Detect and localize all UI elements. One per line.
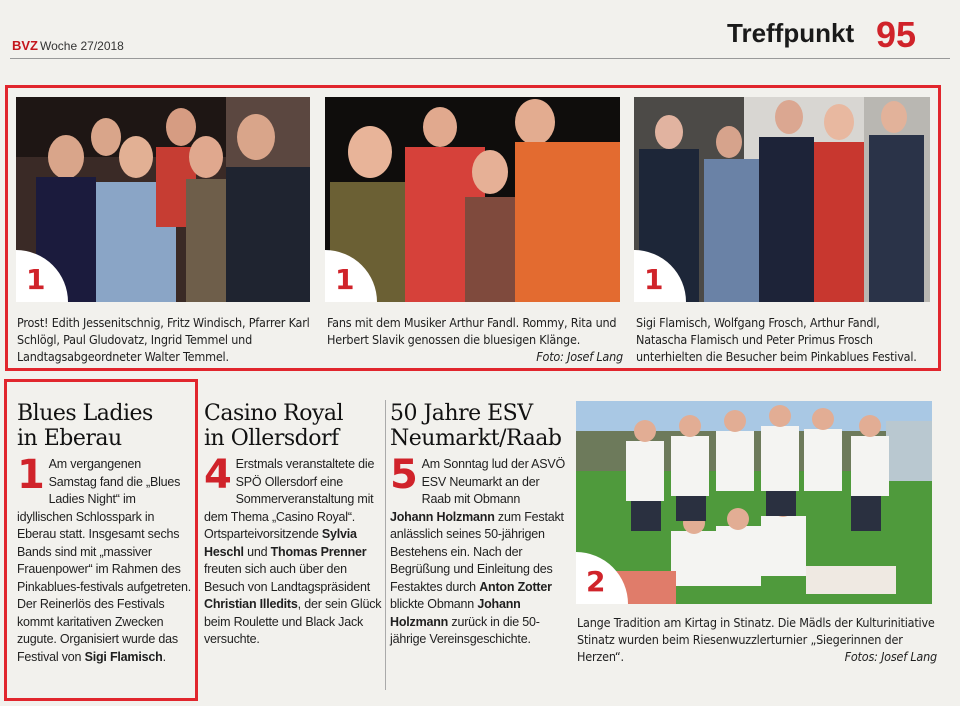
photo-badge: 2: [576, 552, 628, 604]
section-title: Treffpunkt: [727, 18, 855, 48]
photo-badge: 1: [16, 250, 68, 302]
photo-2: [325, 97, 620, 302]
photo-3-caption: Sigi Flamisch, Wolfgang Frosch, Arthur Fandl, Natascha Flamisch und Peter Primus Frosch unterhielten die Besucher beim Pinkablues Festival.: [636, 315, 917, 364]
issue-label: Woche 27/2018: [40, 39, 124, 53]
photo-credit: Fotos: Josef Lang: [844, 649, 937, 664]
article-3-body: 5 Am Sonntag lud der ASVÖ ESV Neumarkt an der Raab mit Obmann Johann Holzmann zum Festakt anlässlich seines 50-jährigen Bestehens ein. Nach der Begrüßung und Einleitung des Festaktes durch Anton Zotter blickte Obmann Johann Holzmann zurück in die 50-jährige Vereinsgeschichte.: [390, 452, 566, 646]
article-2-body: 4 Erstmals veranstaltete die SPÖ Ollersdorf eine Sommerveranstaltung mit dem Thema „Casino Royal“. Ortsparteivorsitzende Sylvia Heschl und Thomas Prenner freuten sich auch über den Besuch von Landtagspräsident Christian Illedits, der sein Glück beim Roulette und Black Jack versuchte.: [204, 452, 382, 646]
article-3-headline: 50 Jahre ESV Neumarkt/Raab: [390, 401, 562, 451]
photo-credit: Foto: Josef Lang: [536, 349, 623, 364]
photo-3: [634, 97, 930, 302]
photo-4-caption: Lange Tradition am Kirtag in Stinatz. Die Mädls der Kulturinitiative Stinatz wurden beim Riesenwuzzlerturnier „Siegerinnen der Herzen“. Fotos: Josef Lang: [577, 615, 937, 664]
photo-badge: 1: [325, 250, 377, 302]
masthead-logo: BVZ: [12, 38, 38, 53]
photo-2-caption: Fans mit dem Musiker Arthur Fandl. Rommy, Rita und Herbert Slavik genossen die bluesigen Klänge. Foto: Josef Lang: [327, 315, 623, 364]
header-rule: [10, 58, 950, 59]
article-2-headline: Casino Royal in Ollersdorf: [204, 401, 344, 451]
photo-1: [16, 97, 310, 302]
photo-1-caption: Prost! Edith Jessenitschnig, Fritz Windisch, Pfarrer Karl Schlögl, Paul Gludovatz, Ingrid Temmel und Landtagsabgeordneter Walter Temmel.: [17, 315, 310, 364]
page-number: 95: [876, 14, 917, 55]
article-1-headline: Blues Ladies in Eberau: [17, 401, 153, 451]
article-1-body: 1 Am vergangenen Samstag fand die „Blues Ladies Night“ im idyllischen Schlosspark in Eberau statt. Insgesamt sechs Bands sind mit „massiver Frauenpower“ im Rahmen des Pinkablues-festivals aufgetreten. Der Reinerlös des Festivals kommt karitativen Zwecken zugute. Organisiert wurde das Festival von Sigi Flamisch.: [17, 452, 192, 664]
photo-4: [576, 401, 932, 604]
column-rule: [385, 400, 386, 690]
article-number: 4: [204, 452, 232, 498]
article-number: 1: [17, 452, 45, 498]
article-number: 5: [390, 452, 418, 498]
photo-badge: 1: [634, 250, 686, 302]
